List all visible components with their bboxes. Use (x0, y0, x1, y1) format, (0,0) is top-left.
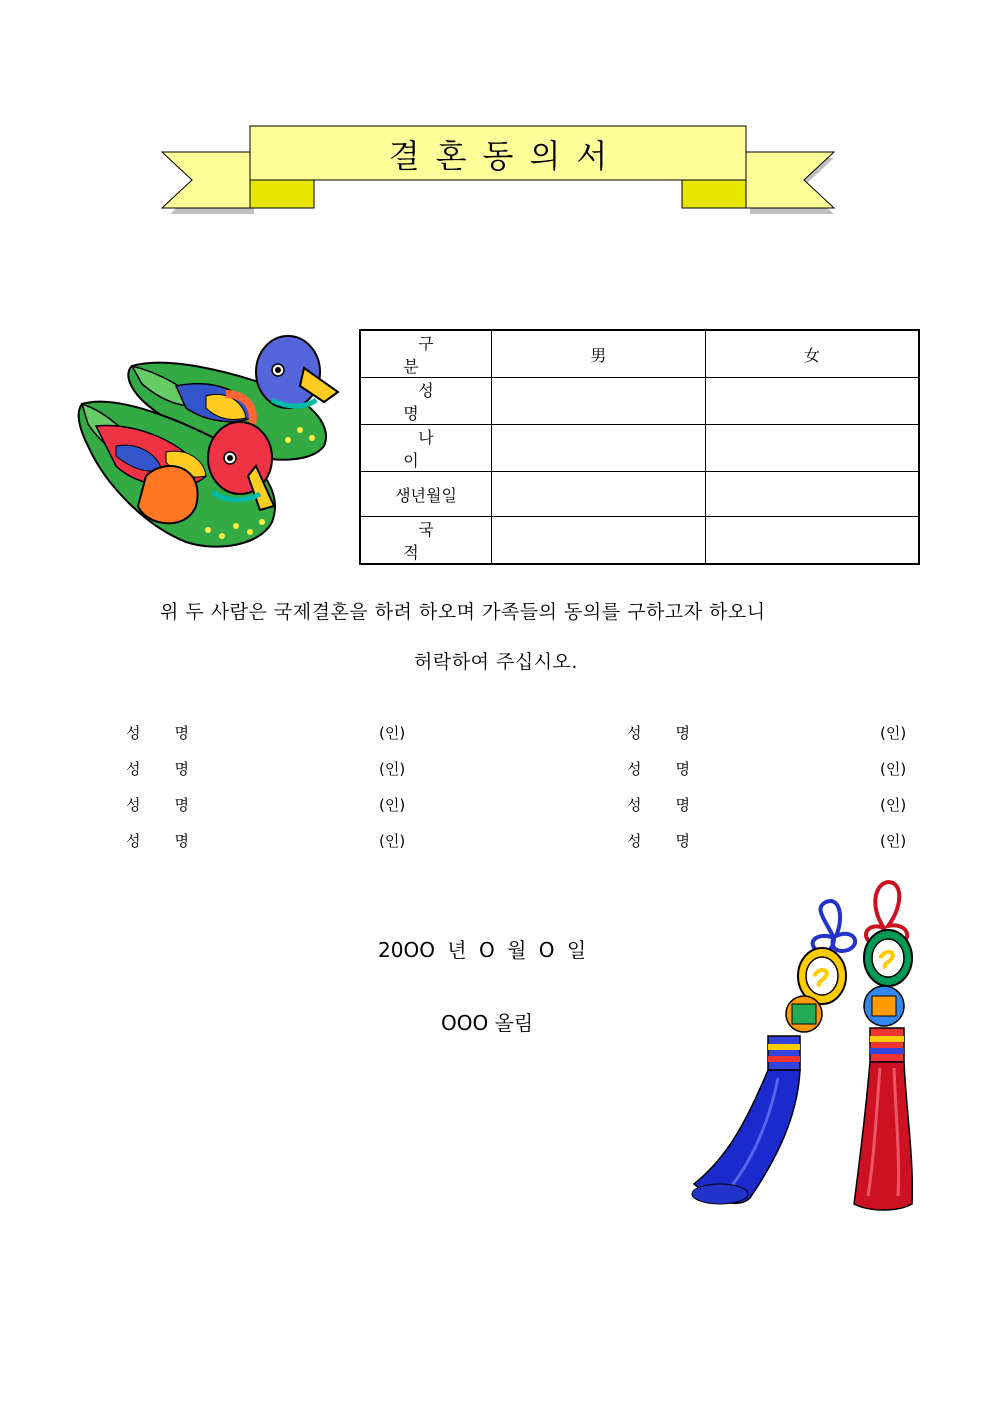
consent-statement-line-1: 위 두 사람은 국제결혼을 하려 하오며 가족들의 동의를 구하고자 하오니 (160, 601, 766, 623)
consent-statement-line-2: 허락하여 주십시오. (414, 651, 578, 673)
table-header-row (360, 330, 919, 378)
table-row (360, 425, 919, 472)
signature-seal[interactable]: (인) (880, 760, 907, 778)
signature-name-label: 성명 (126, 760, 223, 778)
signature-seal[interactable]: (인) (379, 724, 406, 742)
signature-seal[interactable]: (인) (880, 724, 907, 742)
signature-name-label: 성명 (627, 796, 724, 814)
male-nationality-field[interactable] (492, 517, 706, 565)
female-birthdate-field[interactable] (705, 472, 919, 517)
row-label-name: 성 명 (360, 378, 492, 425)
header-category: 구 분 (360, 330, 492, 378)
document-title: 결혼동의서 (388, 137, 624, 175)
female-nationality-field[interactable] (705, 517, 919, 565)
table-row (360, 378, 919, 425)
signature-seal[interactable]: (인) (379, 760, 406, 778)
couple-info-table (359, 329, 920, 565)
male-name-field[interactable] (492, 378, 706, 425)
signature-name-label: 성명 (627, 832, 724, 850)
signature-seal[interactable]: (인) (880, 796, 907, 814)
signature-name-label: 성명 (126, 724, 223, 742)
row-label-age: 나 이 (360, 425, 492, 472)
mandarin-ducks-illustration (76, 326, 340, 556)
female-name-field[interactable] (705, 378, 919, 425)
signature-name-label: 성명 (627, 760, 724, 778)
signature-name-label: 성명 (126, 796, 223, 814)
signature-name-label: 성명 (126, 832, 223, 850)
female-age-field[interactable] (705, 425, 919, 472)
signature-seal[interactable]: (인) (379, 796, 406, 814)
document-date: 20OO 년 O 월 O 일 (378, 938, 587, 962)
signature-seal[interactable]: (인) (880, 832, 907, 850)
male-birthdate-field[interactable] (492, 472, 706, 517)
table-row (360, 517, 919, 565)
header-female: 女 (705, 330, 919, 378)
table-row (360, 472, 919, 517)
signature-name-label: 성명 (627, 724, 724, 742)
signature-seal[interactable]: (인) (379, 832, 406, 850)
norigae-tassels-illustration (684, 878, 924, 1218)
header-male: 男 (492, 330, 706, 378)
row-label-nationality: 국 적 (360, 517, 492, 565)
row-label-birthdate: 생년월일 (360, 472, 492, 517)
male-age-field[interactable] (492, 425, 706, 472)
document-signoff: OOO 올림 (441, 1011, 534, 1035)
